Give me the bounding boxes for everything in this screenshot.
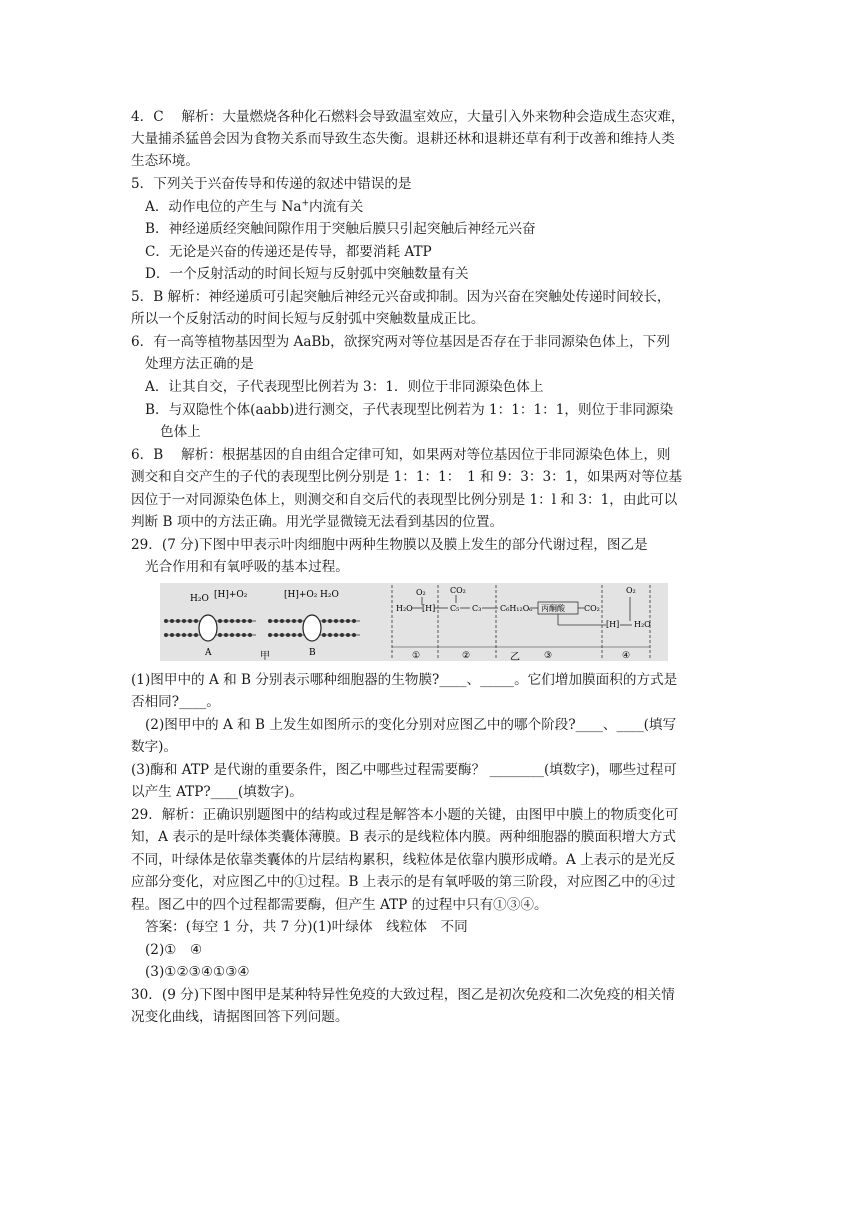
q5-option-a (145, 196, 363, 218)
q29-sub1-line-2: 否相同?____。 (131, 694, 220, 710)
q5-answer-line-2: 所以一个反射活动的时间长短与反射弧中突触数量成正比。 (131, 311, 485, 327)
q6-answer-line-3: 因位于一对同源染色体上，则测交和自交后代的表现型比例分别是 1：l 和 3：1，由此可以 (131, 492, 678, 508)
fig-flow-pyruvate: 丙酮酸 (541, 604, 565, 613)
q29-stem-line-1: 29．(7 分)下图中甲表示叶肉细胞中两种生物膜以及膜上发生的部分代谢过程，图乙是 (131, 537, 648, 553)
fig-flow-co2: CO₂ (450, 586, 466, 595)
q6-stem-line-2: 处理方法正确的是 (145, 356, 254, 372)
q6-option-b-line-1: B．与双隐性个体(aabb)进行测交，子代表现型比例若为 1：1：1：1，则位于非同源染 (145, 402, 674, 418)
q6-answer-line-4: 判断 B 项中的方法正确。用光学显微镜无法看到基因的位置。 (131, 514, 504, 530)
q5-answer-line-1: 5．B 解析：神经递质可引起突触后神经元兴奋或抑制。因为兴奋在突触处传递时间较长， (131, 289, 671, 305)
q6-answer-line-2: 测交和自交产生的子代的表现型比例分别是 1：1：1： 1 和 9：3：3：1，如果两对等位基 (131, 469, 683, 485)
q6-answer-line-1: 6．B 解析：根据基因的自由组合定律可知，如果两对等位基因位于非同源染色体上，则 (131, 447, 671, 463)
q5-option-d: D．一个反射活动的时间长短与反射弧中突触数量有关 (145, 266, 469, 282)
fig-a-top2: [H]+O₂ (214, 590, 248, 600)
q29-answer-line-3: 不同，叶绿体是依靠类囊体的片层结构累积，线粒体是依靠内膜形成嵴。A 上表示的是光反 (131, 852, 676, 868)
fig-flow-co2b: CO₂ (584, 604, 600, 613)
fig-a-label: A (205, 648, 212, 658)
fig-stage-4: ④ (622, 651, 631, 661)
fig-jia: 甲 (260, 651, 270, 661)
q29-answer-line-4: 应部分变化，对应图乙中的①过程。B 上表示的是有氧呼吸的第三阶段，对应图乙中的④过 (131, 874, 676, 890)
fig-yi: 乙 (510, 652, 520, 661)
q30-stem-line-1: 30．(9 分)下图中图甲是某种特异性免疫的大致过程，图乙是初次免疫和二次免疫的相关情 (131, 987, 675, 1003)
q5-option-a-sup: + (301, 198, 310, 209)
q29-answer-line-5: 程。图乙中的四个过程都需要酶，但产生 ATP 的过程中只有①③④。 (131, 897, 548, 913)
q6-stem-line-1: 6．有一高等植物基因型为 AaBb，欲探究两对等位基因是否存在于非同源染色体上，下列 (131, 334, 670, 350)
fig-flow-h2ob: H₂O (634, 620, 651, 629)
q5-option-c: C．无论是兴奋的传递还是传导，都要消耗 ATP (145, 244, 432, 260)
q30-stem-line-2: 况变化曲线，请据图回答下列问题。 (131, 1009, 349, 1025)
fig-flow-h2o: H₂O (396, 604, 413, 613)
q29-figure (160, 583, 668, 661)
q6-option-b-line-2: 色体上 (160, 424, 201, 440)
fig-b-top: [H]+O₂ (284, 590, 318, 600)
q5-stem: 5．下列关于兴奋传导和传递的叙述中错误的是 (131, 176, 412, 192)
q4-answer-line-2: 大量捕杀猛兽会因为食物关系而导致生态失衡。退耕还林和退耕还草有利于改善和维持人类 (131, 131, 675, 147)
q6-option-a: A．让其自交，子代表现型比例若为 3：1．则位于非同源染色体上 (145, 379, 544, 395)
q5-option-b: B．神经递质经突触间隙作用于突触后膜只引起突触后神经元兴奋 (145, 221, 536, 237)
q29-sub2-line-1: (2)图甲中的 A 和 B 上发生如图所示的变化分别对应图乙中的哪个阶段?____、____(填写 (145, 717, 677, 733)
fig-stage-1: ① (412, 651, 421, 661)
q5-option-a-pre: A．动作电位的产生与 Na (145, 199, 302, 215)
q29-stem-line-2: 光合作用和有氧呼吸的基本过程。 (145, 559, 349, 575)
fig-b-label: B (309, 648, 316, 658)
q5-option-a-post: 内流有关 (309, 199, 364, 215)
fig-flow-c5: C₅ (450, 604, 460, 613)
q4-answer-line-3: 生态环境。 (131, 153, 199, 169)
fig-flow-glucose: C₆H₁₂O₆ (500, 604, 533, 613)
q29-answer-line-6: 答案：(每空 1 分，共 7 分)(1)叶绿体 线粒体 不同 (145, 919, 468, 935)
q29-answer-line-8: (3)①②③④①③④ (145, 964, 250, 980)
q29-sub3-line-2: 以产生 ATP?____(填数字)。 (131, 784, 303, 800)
q29-sub3-line-1: (3)酶和 ATP 是代谢的重要条件，图乙中哪些过程需要酶？ ________(填数字)，哪些过程可 (131, 762, 677, 778)
fig-flow-c3: C₃ (472, 604, 482, 613)
q29-sub2-line-2: 数字)。 (131, 739, 178, 755)
q29-answer-line-1: 29．解析：正确识别题图中的结构或过程是解答本小题的关键，由图甲中膜上的物质变化可 (131, 807, 679, 823)
q29-sub1-line-1: (1)图甲中的 A 和 B 分别表示哪种细胞器的生物膜?____、_____。它们增加膜面积的方式是 (131, 672, 678, 688)
fig-flow-h2: [H] (606, 620, 620, 629)
q29-answer-line-7: (2)① ④ (145, 942, 203, 958)
q29-answer-line-2: 知，A 表示的是叶绿体类囊体薄膜。B 表示的是线粒体内膜。两种细胞器的膜面积增大方式 (131, 829, 677, 845)
fig-flow-h: [H] (422, 604, 436, 613)
fig-stage-3: ③ (544, 651, 553, 661)
fig-a-top: H₂O (190, 594, 209, 604)
fig-stage-2: ② (462, 651, 471, 661)
fig-flow-o2: O₂ (416, 588, 426, 597)
fig-b-top2: H₂O (320, 590, 339, 600)
fig-flow-o2b: O₂ (626, 586, 636, 595)
q4-answer-line-1: 4．C 解析：大量燃烧各种化石燃料会导致温室效应，大量引入外来物种会造成生态灾难， (131, 109, 685, 125)
